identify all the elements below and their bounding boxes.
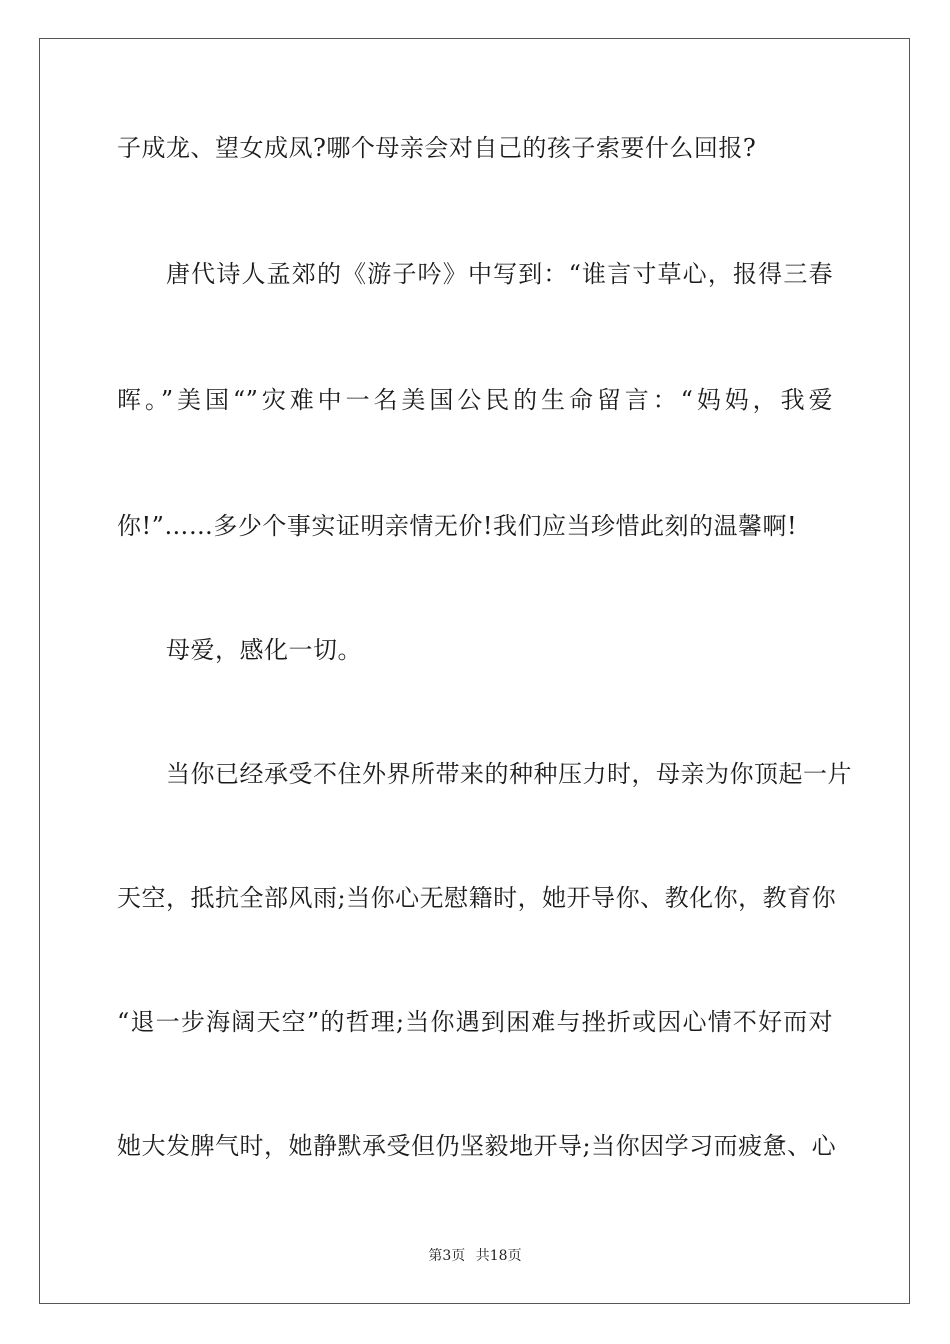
page-number: 第3页	[428, 1248, 466, 1264]
text-line-5: 母爱，感化一切。	[166, 636, 362, 664]
text-line-9: 她大发脾气时，她静默承受但仍坚毅地开导;当你因学习而疲惫、心	[117, 1132, 837, 1160]
text-line-1: 子成龙、望女成凤?哪个母亲会对自己的孩子索要什么回报?	[117, 134, 757, 162]
text-line-7: 天空，抵抗全部风雨;当你心无慰籍时，她开导你、教化你，教育你	[117, 884, 837, 912]
text-line-8: “退一步海阔天空”的哲理;当你遇到困难与挫折或因心情不好而对	[117, 1008, 833, 1036]
text-line-4: 你!”……多少个事实证明亲情无价!我们应当珍惜此刻的温馨啊!	[117, 512, 798, 540]
page-total: 共18页	[475, 1248, 522, 1264]
page-border	[39, 38, 910, 1304]
text-line-3: 晖。”美国“”灾难中一名美国公民的生命留言：“妈妈，我爱	[117, 386, 833, 414]
page-footer	[0, 1247, 950, 1265]
text-line-2: 唐代诗人孟郊的《游子吟》中写到：“谁言寸草心，报得三春	[166, 260, 833, 288]
text-line-6: 当你已经承受不住外界所带来的种种压力时，母亲为你顶起一片	[166, 760, 852, 788]
